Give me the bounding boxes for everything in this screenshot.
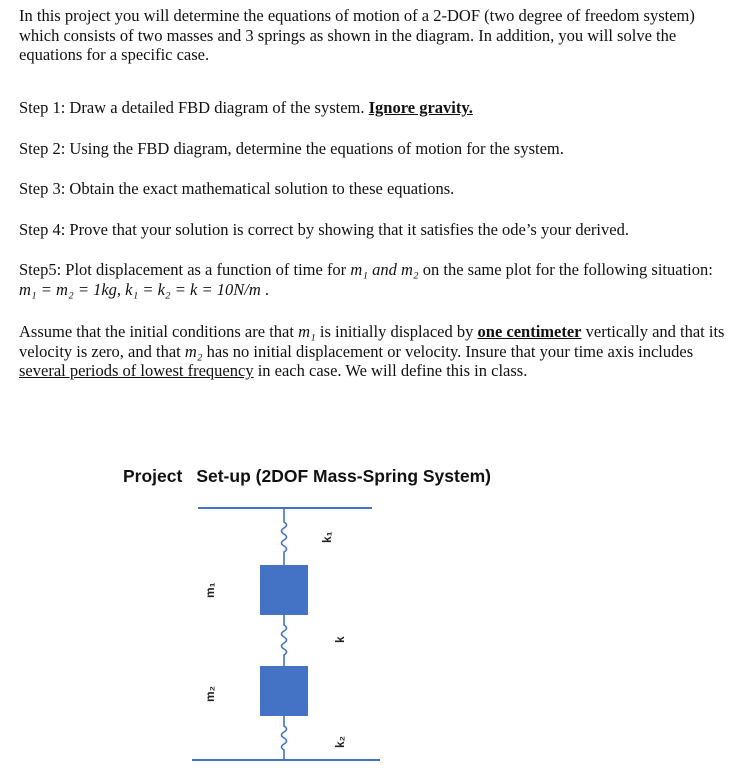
intro-paragraph: In this project you will determine the equations of motion of a 2-DOF (two degree of freedom system) which consists of two masses and 3 springs as shown in the diagram. In addition, you will solve the equations for a specific case. <box>19 6 695 64</box>
mass-m2 <box>260 666 308 716</box>
label-k1: k₁ <box>320 531 334 543</box>
step-1-emphasis: Ignore gravity. <box>368 98 473 117</box>
step-3: Step 3: Obtain the exact mathematical solution to these equations. <box>19 179 455 198</box>
label-m1: m₁ <box>203 582 217 598</box>
mass-m1 <box>260 565 308 615</box>
assume-c: vertically and that its velocity is zero, and that <box>19 322 725 361</box>
assume-b: is initially displaced by <box>315 322 478 341</box>
step-2: Step 2: Using the FBD diagram, determine the equations of motion for the system. <box>19 139 564 158</box>
label-k2: k₂ <box>333 735 347 748</box>
spring-k <box>282 615 287 666</box>
step-5-m2: m₂ <box>400 260 419 279</box>
step-5-text-b: on the same plot for the following situation: <box>418 260 713 279</box>
assume-m1: m₁ <box>298 322 316 341</box>
step-1-text: Step 1: Draw a detailed FBD diagram of the system. <box>19 98 369 117</box>
figure-title-b: Set-up (2DOF Mass-Spring System) <box>196 466 491 486</box>
step-4: Step 4: Prove that your solution is correct by showing that it satisfies the ode’s your derived. <box>19 220 629 239</box>
step-5-m1: m₁ <box>350 260 368 279</box>
label-m2: m₂ <box>203 685 217 702</box>
label-k: k <box>333 636 347 643</box>
assume-a: Assume that the initial conditions are that <box>19 322 299 341</box>
assume-underline: several periods of lowest frequency <box>19 361 254 380</box>
assume-e: in each case. We will define this in class. <box>253 361 528 380</box>
figure-title-a: Project <box>123 466 183 486</box>
spring-k2 <box>282 716 287 760</box>
assume-d: has no initial displacement or velocity. Insure that your time axis includes <box>202 341 694 361</box>
step-5-and: and <box>367 260 401 279</box>
assume-m2: m₂ <box>184 341 203 361</box>
spring-k1 <box>282 508 287 565</box>
step-5-end: . <box>260 279 269 299</box>
step-5-text-a: Step5: Plot displacement as a function of time for <box>19 260 351 279</box>
step-5-math: m₁ = m₂ = 1kg, k₁ = k₂ = k = 10N/m <box>19 279 261 299</box>
assume-emphasis: one centimeter <box>477 322 582 341</box>
